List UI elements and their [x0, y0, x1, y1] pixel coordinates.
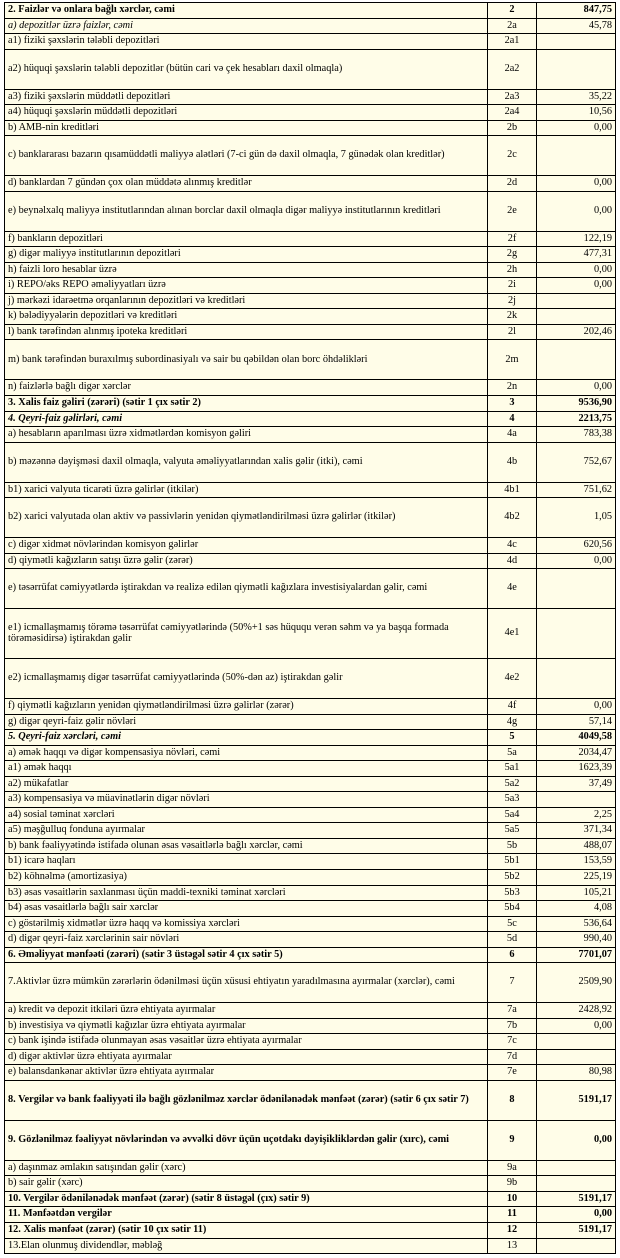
row-value: 0,00: [537, 120, 616, 136]
row-code: 7d: [488, 1049, 537, 1065]
table-row: [5, 1222, 616, 1238]
row-label: n) faizlərlə bağlı digər xərclər: [5, 380, 488, 396]
row-value: [537, 792, 616, 808]
row-label: g) digər qeyri-faiz gəlir növləri: [5, 714, 488, 730]
table-row: [5, 553, 616, 569]
row-label: a) əmək haqqı və digər kompensasiya növləri, cəmi: [5, 745, 488, 761]
row-value: [537, 309, 616, 325]
table-row: [5, 34, 616, 50]
table-row: [5, 1120, 616, 1160]
table-row: [5, 1160, 616, 1176]
row-value: 847,75: [537, 3, 616, 19]
row-code: 4e: [488, 569, 537, 609]
row-label: a2) mükafatlar: [5, 776, 488, 792]
row-code: 4: [488, 411, 537, 427]
row-code: 7b: [488, 1018, 537, 1034]
table-row: [5, 963, 616, 1003]
row-value: 105,21: [537, 885, 616, 901]
row-code: 3: [488, 395, 537, 411]
row-value: 1623,39: [537, 761, 616, 777]
row-value: [537, 1049, 616, 1065]
row-value: 122,19: [537, 231, 616, 247]
row-code: 5c: [488, 916, 537, 932]
row-value: 4,08: [537, 901, 616, 917]
table-row: [5, 699, 616, 715]
table-row: [5, 1034, 616, 1050]
row-label: d) digər qeyri-faiz xərclərinin sair növləri: [5, 932, 488, 948]
row-label: e) təsərrüfat cəmiyyətlərdə iştirakdan və realizə edilən qiymətli kağızlara investisiyalardan gəlir, cəmi: [5, 569, 488, 609]
row-label: a) depozitlər üzrə faizlər, cəmi: [5, 18, 488, 34]
row-code: 9: [488, 1120, 537, 1160]
row-label: 2. Faizlər və onlara bağlı xərclər, cəmi: [5, 3, 488, 19]
row-code: 5a: [488, 745, 537, 761]
row-code: 10: [488, 1191, 537, 1207]
row-value: 536,64: [537, 916, 616, 932]
row-label: 5. Qeyri-faiz xərcləri, cəmi: [5, 730, 488, 746]
row-code: 5a4: [488, 807, 537, 823]
row-value: 37,49: [537, 776, 616, 792]
row-value: 225,19: [537, 870, 616, 886]
table-row: [5, 1207, 616, 1223]
table-row: [5, 411, 616, 427]
table-row: [5, 3, 616, 19]
row-label: b2) xarici valyutada olan aktiv və passivlərin yenidən qiymətləndirilməsi üzrə gəlirlər (itkilər): [5, 498, 488, 538]
row-label: c) banklararası bazarın qısamüddətli maliyyə alətləri (7-ci gün də daxil olmaqla, 7 günədək olan kreditlər): [5, 136, 488, 176]
row-value: 7701,07: [537, 947, 616, 963]
row-value: 0,00: [537, 176, 616, 192]
table-row: [5, 807, 616, 823]
row-value: 752,67: [537, 442, 616, 482]
table-row: [5, 293, 616, 309]
table-row: [5, 191, 616, 231]
table-row: [5, 1238, 616, 1254]
row-label: b1) xarici valyuta ticarəti üzrə gəlirlər (itkilər): [5, 482, 488, 498]
row-label: 6. Əməliyyat mənfəəti (zərəri) (sətir 3 üstəgəl sətir 4 çıx sətir 5): [5, 947, 488, 963]
row-label: 13.Elan olunmuş dividendlər, məbləğ: [5, 1238, 488, 1254]
row-value: 0,00: [537, 1120, 616, 1160]
row-value: 5191,17: [537, 1080, 616, 1120]
row-value: 488,07: [537, 838, 616, 854]
table-row: [5, 278, 616, 294]
row-label: b) məzənnə dəyişməsi daxil olmaqla, valyuta əməliyyatlarından xalis gəlir (itki), cəmi: [5, 442, 488, 482]
row-label: c) bank işində istifadə olunmayan əsas vəsaitlər üzrə ehtiyata ayırmalar: [5, 1034, 488, 1050]
row-code: 4b2: [488, 498, 537, 538]
row-code: 2f: [488, 231, 537, 247]
table-row: [5, 916, 616, 932]
row-label: 7.Aktivlər üzrə mümkün zərərlərin ödənilməsi üçün xüsusi ehtiyatın yaradılmasına ayırmalar (xərclər), cəmi: [5, 963, 488, 1003]
row-value: 10,56: [537, 105, 616, 121]
row-label: a1) fiziki şəxslərin tələbli depozitləri: [5, 34, 488, 50]
row-value: 153,59: [537, 854, 616, 870]
row-value: 5191,17: [537, 1222, 616, 1238]
table-row: [5, 854, 616, 870]
row-code: 2a1: [488, 34, 537, 50]
row-label: 3. Xalis faiz gəliri (zərəri) (sətir 1 çıx sətir 2): [5, 395, 488, 411]
table-row: [5, 105, 616, 121]
row-label: e2) icmallaşmamış digər təsərrüfat cəmiyyətlərində (50%-dən az) iştirakdan gəlir: [5, 659, 488, 699]
row-label: h) faizli loro hesablar üzrə: [5, 262, 488, 278]
row-code: 5b1: [488, 854, 537, 870]
row-label: b) AMB-nin kreditləri: [5, 120, 488, 136]
row-value: [537, 609, 616, 659]
row-value: 751,62: [537, 482, 616, 498]
row-code: 8: [488, 1080, 537, 1120]
row-code: 5b4: [488, 901, 537, 917]
row-code: 2i: [488, 278, 537, 294]
table-row: [5, 901, 616, 917]
row-value: 990,40: [537, 932, 616, 948]
row-code: 4b1: [488, 482, 537, 498]
row-value: 2509,90: [537, 963, 616, 1003]
row-value: 0,00: [537, 1018, 616, 1034]
row-code: 5d: [488, 932, 537, 948]
row-value: [537, 136, 616, 176]
row-value: 477,31: [537, 247, 616, 263]
row-code: 5b3: [488, 885, 537, 901]
table-row: [5, 538, 616, 554]
row-code: 6: [488, 947, 537, 963]
row-value: 371,34: [537, 823, 616, 839]
row-value: [537, 1176, 616, 1192]
row-label: 10. Vergilər ödənilənədək mənfəət (zərər) (sətir 8 üstəgəl (çıx) sətir 9): [5, 1191, 488, 1207]
table-row: [5, 870, 616, 886]
table-row: [5, 1191, 616, 1207]
table-row: [5, 247, 616, 263]
table-row: [5, 569, 616, 609]
table-row: [5, 176, 616, 192]
table-row: [5, 932, 616, 948]
row-code: 2e: [488, 191, 537, 231]
income-statement-table: [4, 2, 616, 1254]
row-value: [537, 340, 616, 380]
row-code: 7a: [488, 1003, 537, 1019]
row-value: 2428,92: [537, 1003, 616, 1019]
table-row: [5, 659, 616, 699]
row-label: b) bank fəaliyyətində istifadə olunan əsas vəsaitlərlə bağlı xərclər, cəmi: [5, 838, 488, 854]
row-label: a) kredit və depozit itkiləri üzrə ehtiyata ayırmalar: [5, 1003, 488, 1019]
row-code: 2a4: [488, 105, 537, 121]
row-code: 2g: [488, 247, 537, 263]
row-value: 5191,17: [537, 1191, 616, 1207]
row-label: a2) hüquqi şəxslərin tələbli depozitlər (bütün cari və çek hesabları daxil olmaqla): [5, 49, 488, 89]
table-row: [5, 1049, 616, 1065]
row-code: 9b: [488, 1176, 537, 1192]
table-row: [5, 309, 616, 325]
row-label: g) digər maliyyə institutlarının depozitləri: [5, 247, 488, 263]
row-label: e1) icmallaşmamış törəmə təsərrüfat cəmiyyətlərində (50%+1 səs hüququ verən səhm və ya başqa formada törəməsidirsə) iştirakdan gəlir: [5, 609, 488, 659]
row-code: 2a3: [488, 89, 537, 105]
row-label: k) bələdiyyələrin depozitləri və kreditləri: [5, 309, 488, 325]
table-row: [5, 427, 616, 443]
table-row: [5, 324, 616, 340]
row-label: 12. Xalis mənfəət (zərər) (sətir 10 çıx sətir 11): [5, 1222, 488, 1238]
row-value: 0,00: [537, 699, 616, 715]
row-code: 5b2: [488, 870, 537, 886]
row-label: f) qiymətli kağızların yenidən qiymətləndirilməsi üzrə gəlirlər (zərər): [5, 699, 488, 715]
row-label: a) hesabların aparılması üzrə xidmətlərdən komisyon gəliri: [5, 427, 488, 443]
row-value: 45,78: [537, 18, 616, 34]
table-row: [5, 1080, 616, 1120]
row-value: 2034,47: [537, 745, 616, 761]
table-row: [5, 885, 616, 901]
row-code: 2d: [488, 176, 537, 192]
row-label: a4) sosial təminat xərcləri: [5, 807, 488, 823]
table-row: [5, 609, 616, 659]
row-label: a1) əmək haqqı: [5, 761, 488, 777]
row-label: b1) icarə haqları: [5, 854, 488, 870]
row-label: c) digər xidmət növlərindən komisyon gəlirlər: [5, 538, 488, 554]
row-value: [537, 1034, 616, 1050]
row-label: d) banklardan 7 gündən çox olan müddətə alınmış kreditlər: [5, 176, 488, 192]
row-code: 5a5: [488, 823, 537, 839]
row-value: 0,00: [537, 553, 616, 569]
table-row: [5, 714, 616, 730]
table-row: [5, 1065, 616, 1081]
row-code: 4e1: [488, 609, 537, 659]
row-code: 2h: [488, 262, 537, 278]
row-label: e) balansdankənar aktivlər üzrə ehtiyata ayırmalar: [5, 1065, 488, 1081]
row-label: b4) əsas vəsaitlərlə bağlı sair xərclər: [5, 901, 488, 917]
row-label: a) daşınmaz əmlakın satışından gəlir (xərc): [5, 1160, 488, 1176]
row-value: 0,00: [537, 191, 616, 231]
row-value: 80,98: [537, 1065, 616, 1081]
row-code: 4a: [488, 427, 537, 443]
row-code: 5a2: [488, 776, 537, 792]
row-code: 7: [488, 963, 537, 1003]
row-code: 9a: [488, 1160, 537, 1176]
row-code: 2k: [488, 309, 537, 325]
row-label: 11. Mənfəətdən vergilər: [5, 1207, 488, 1223]
row-value: 4049,58: [537, 730, 616, 746]
table-row: [5, 1003, 616, 1019]
row-value: 35,22: [537, 89, 616, 105]
table-row: [5, 49, 616, 89]
table-row: [5, 120, 616, 136]
row-label: e) beynəlxalq maliyyə institutlarından alınan borclar daxil olmaqla digər maliyyə institutlarının kreditləri: [5, 191, 488, 231]
row-value: 0,00: [537, 380, 616, 396]
row-code: 13: [488, 1238, 537, 1254]
row-label: a4) hüquqi şəxslərin müddətli depozitləri: [5, 105, 488, 121]
row-value: [537, 49, 616, 89]
table-row: [5, 838, 616, 854]
row-label: m) bank tərəfindən buraxılmış subordinasiyalı və sair bu qəbildən olan borc öhdəlikləri: [5, 340, 488, 380]
row-label: f) bankların depozitləri: [5, 231, 488, 247]
row-value: 202,46: [537, 324, 616, 340]
row-code: 2j: [488, 293, 537, 309]
row-value: 9536,90: [537, 395, 616, 411]
row-value: 1,05: [537, 498, 616, 538]
row-code: 4d: [488, 553, 537, 569]
row-value: 57,14: [537, 714, 616, 730]
table-row: [5, 498, 616, 538]
row-code: 12: [488, 1222, 537, 1238]
row-label: l) bank tərəfindən alınmış ipoteka kreditləri: [5, 324, 488, 340]
row-code: 7c: [488, 1034, 537, 1050]
table-row: [5, 823, 616, 839]
table-row: [5, 1018, 616, 1034]
row-code: 2n: [488, 380, 537, 396]
row-code: 4e2: [488, 659, 537, 699]
row-code: 2a: [488, 18, 537, 34]
table-row: [5, 340, 616, 380]
row-value: 2,25: [537, 807, 616, 823]
table-row: [5, 18, 616, 34]
table-row: [5, 442, 616, 482]
row-value: [537, 1160, 616, 1176]
row-value: 0,00: [537, 1207, 616, 1223]
table-row: [5, 231, 616, 247]
table-row: [5, 745, 616, 761]
row-code: 4g: [488, 714, 537, 730]
table-row: [5, 395, 616, 411]
row-label: a5) məşğulluq fonduna ayırmalar: [5, 823, 488, 839]
row-label: 8. Vergilər və bank fəaliyyəti ilə bağlı gözlənilməz xərclər ödənilənədək mənfəət (zərər) (sətir 6 çıx sətir 7): [5, 1080, 488, 1120]
row-label: c) göstərilmiş xidmətlər üzrə haqq və komissiya xərcləri: [5, 916, 488, 932]
row-value: [537, 34, 616, 50]
row-code: 2l: [488, 324, 537, 340]
table-row: [5, 947, 616, 963]
row-code: 11: [488, 1207, 537, 1223]
row-label: j) mərkəzi idarəetmə orqanlarının depozitləri və kreditləri: [5, 293, 488, 309]
row-code: 7e: [488, 1065, 537, 1081]
table-row: [5, 730, 616, 746]
table-row: [5, 482, 616, 498]
row-label: b2) köhnəlmə (amortizasiya): [5, 870, 488, 886]
row-code: 2: [488, 3, 537, 19]
table-row: [5, 761, 616, 777]
table-body: [5, 3, 616, 1254]
row-label: d) digər aktivlər üzrə ehtiyata ayırmalar: [5, 1049, 488, 1065]
row-value: 0,00: [537, 278, 616, 294]
row-value: [537, 569, 616, 609]
row-code: 4c: [488, 538, 537, 554]
row-code: 5: [488, 730, 537, 746]
row-code: 2b: [488, 120, 537, 136]
row-value: [537, 659, 616, 699]
table-row: [5, 792, 616, 808]
row-label: d) qiymətli kağızların satışı üzrə gəlir (zərər): [5, 553, 488, 569]
row-label: a3) fiziki şəxslərin müddətli depozitləri: [5, 89, 488, 105]
row-code: 2m: [488, 340, 537, 380]
row-code: 5b: [488, 838, 537, 854]
row-value: [537, 293, 616, 309]
table-row: [5, 89, 616, 105]
row-label: a3) kompensasiya və müavinətlərin digər növləri: [5, 792, 488, 808]
row-value: 620,56: [537, 538, 616, 554]
row-value: [537, 1238, 616, 1254]
row-code: 5a1: [488, 761, 537, 777]
table-row: [5, 136, 616, 176]
row-value: 783,38: [537, 427, 616, 443]
row-label: 9. Gözlənilməz fəaliyyət növlərindən və əvvəlki dövr üçün uçotdakı dəyişikliklərdən gəlir (xırc), cəmi: [5, 1120, 488, 1160]
row-code: 4f: [488, 699, 537, 715]
row-label: 4. Qeyri-faiz gəlirləri, cəmi: [5, 411, 488, 427]
row-code: 4b: [488, 442, 537, 482]
row-value: 2213,75: [537, 411, 616, 427]
table-row: [5, 380, 616, 396]
table-row: [5, 776, 616, 792]
row-code: 5a3: [488, 792, 537, 808]
row-value: 0,00: [537, 262, 616, 278]
row-label: i) REPO/əks REPO əməliyyatları üzrə: [5, 278, 488, 294]
row-label: b3) əsas vəsaitlərin saxlanması üçün maddi-texniki təminat xərcləri: [5, 885, 488, 901]
row-label: b) sair gəlir (xərc): [5, 1176, 488, 1192]
table-row: [5, 262, 616, 278]
row-code: 2c: [488, 136, 537, 176]
row-label: b) investisiya və qiymətli kağızlar üzrə ehtiyata ayırmalar: [5, 1018, 488, 1034]
table-row: [5, 1176, 616, 1192]
row-code: 2a2: [488, 49, 537, 89]
